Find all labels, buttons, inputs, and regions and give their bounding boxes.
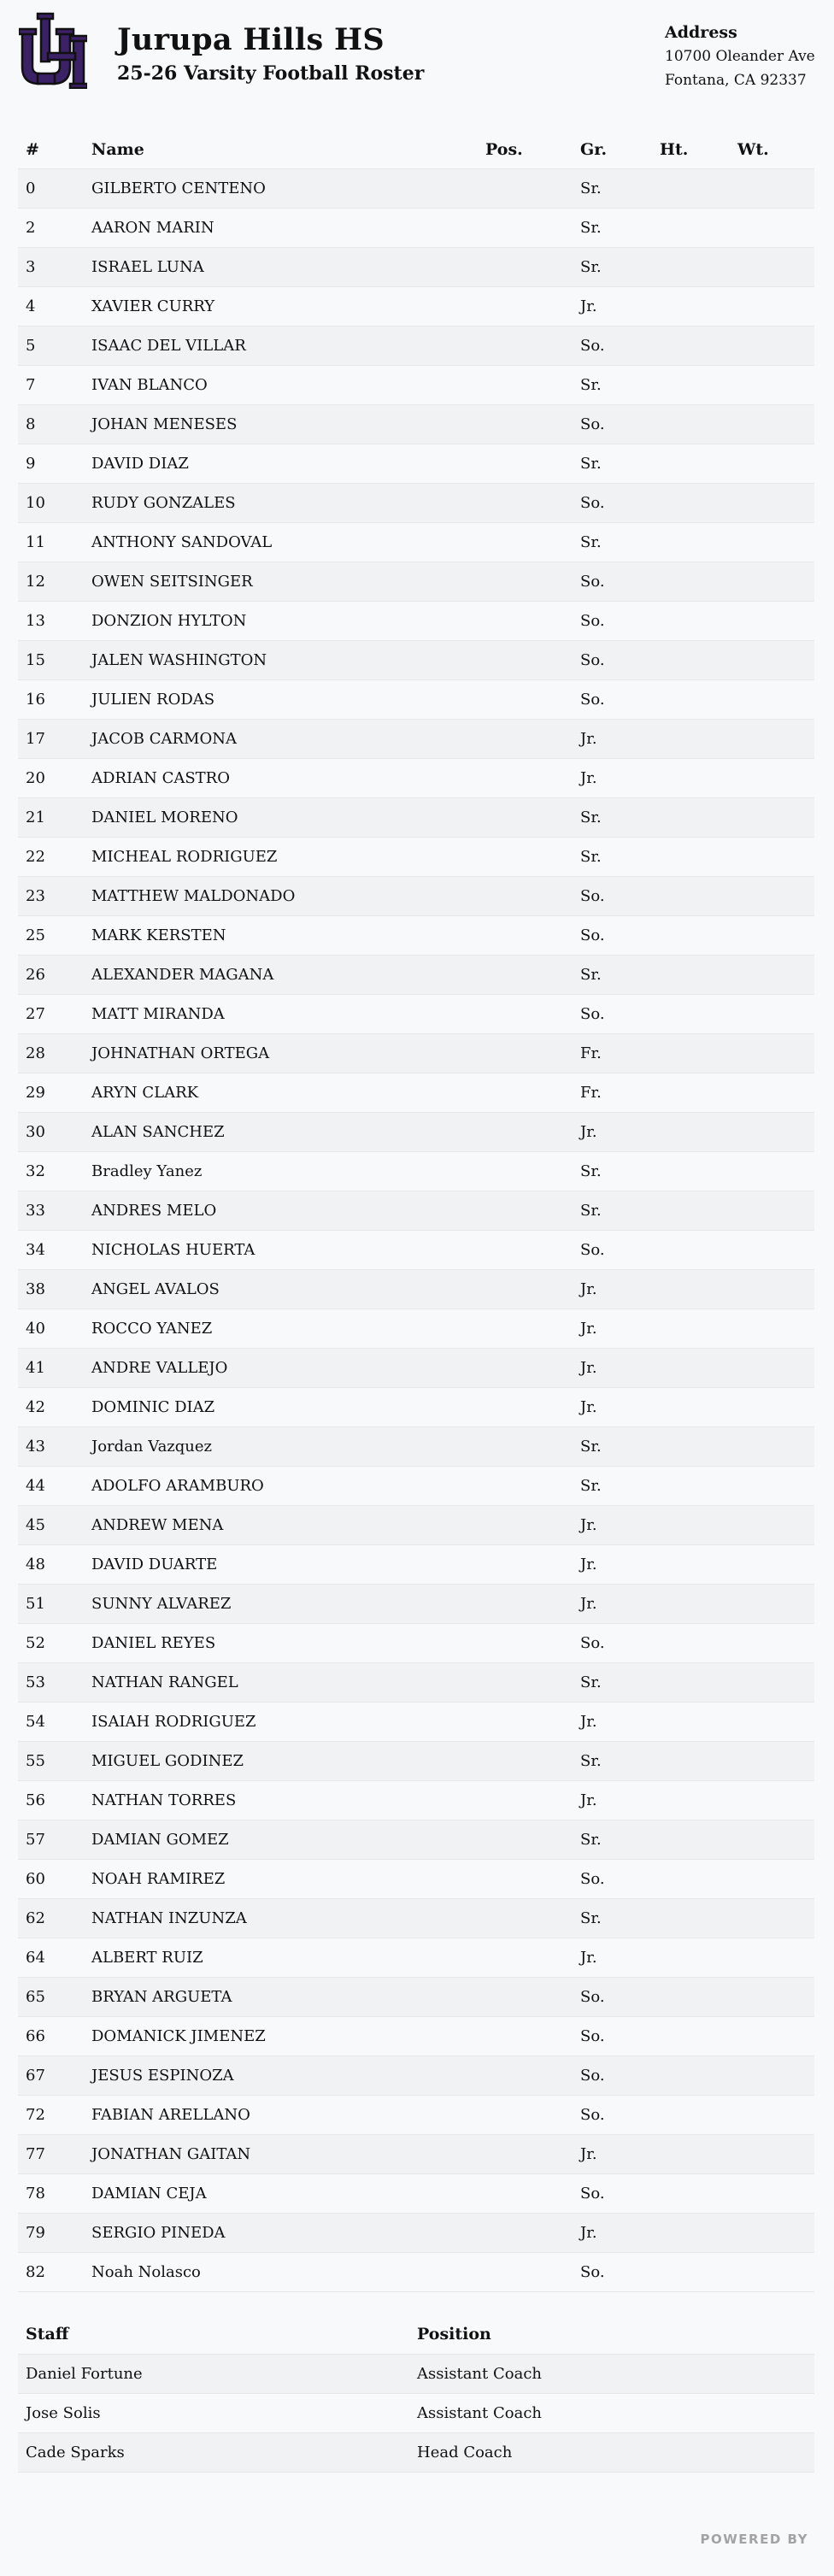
player-grade: Sr. [580,1909,602,1927]
player-name: ARYN CLARK [91,1084,199,1102]
player-name: IVAN BLANCO [91,376,208,394]
table-row [18,2017,814,2056]
player-name: JESUS ESPINOZA [91,2067,234,2085]
player-number: 23 [26,887,45,905]
player-grade: So. [580,1005,605,1023]
table-row [18,287,814,326]
player-grade: Sr. [580,1477,602,1495]
player-number: 28 [26,1044,45,1062]
player-name: ISAAC DEL VILLAR [91,337,246,355]
player-number: 32 [26,1162,45,1180]
player-name: DAVID DIAZ [91,455,189,473]
column-header-weight: Wt. [737,140,769,159]
player-grade: So. [580,2027,605,2045]
player-name: ISAIAH RODRIGUEZ [91,1713,256,1731]
player-number: 64 [26,1949,45,1967]
table-row [18,1978,814,2017]
player-name: DAMIAN GOMEZ [91,1831,229,1849]
table-row [18,798,814,838]
table-row [18,916,814,956]
player-grade: Jr. [580,1516,597,1534]
player-grade: Sr. [580,1202,602,1220]
table-row [18,1820,814,1860]
staff-name: Daniel Fortune [26,2365,143,2383]
player-name: DONZION HYLTON [91,612,247,630]
player-number: 2 [26,219,36,237]
player-name: ANDRE VALLEJO [91,1359,228,1377]
staff-name: Cade Sparks [26,2444,125,2461]
table-row [18,1113,814,1152]
staff-name: Jose Solis [26,2404,101,2422]
player-number: 67 [26,2067,45,2085]
player-number: 4 [26,297,36,315]
player-grade: So. [580,1634,605,1652]
player-name: JONATHAN GAITAN [91,2145,251,2163]
player-grade: Sr. [580,533,602,551]
player-number: 82 [26,2263,45,2281]
player-grade: So. [580,612,605,630]
staff-header-row [18,2318,814,2355]
player-name: BRYAN ARGUETA [91,1988,232,2006]
player-grade: Jr. [580,1791,597,1809]
player-name: SUNNY ALVAREZ [91,1595,232,1613]
table-row [18,2214,814,2253]
roster-title: 25-26 Varsity Football Roster [117,62,425,85]
player-grade: Sr. [580,966,602,984]
player-number: 5 [26,337,36,355]
staff-position: Head Coach [417,2444,513,2461]
player-name: NOAH RAMIREZ [91,1870,226,1888]
player-name: ANDRES MELO [91,1202,217,1220]
player-number: 54 [26,1713,45,1731]
player-number: 38 [26,1280,45,1298]
player-grade: So. [580,691,605,709]
table-row [18,1663,814,1703]
player-number: 42 [26,1398,45,1416]
player-number: 55 [26,1752,45,1770]
table-row [18,405,814,444]
player-number: 7 [26,376,36,394]
table-row [18,248,814,287]
player-grade: Jr. [580,2145,597,2163]
table-row [18,1545,814,1585]
player-name: ISRAEL LUNA [91,258,204,276]
player-number: 44 [26,1477,45,1495]
player-name: Jordan Vazquez [91,1438,213,1456]
player-name: GILBERTO CENTENO [91,179,266,197]
table-row [18,562,814,602]
table-row [18,169,814,209]
player-number: 78 [26,2185,45,2203]
player-grade: Jr. [580,1280,597,1298]
player-name: JALEN WASHINGTON [91,651,267,669]
player-grade: So. [580,1988,605,2006]
table-row [18,1388,814,1427]
player-name: NATHAN RANGEL [91,1673,238,1691]
table-row [18,1231,814,1270]
player-name: AARON MARIN [91,219,214,237]
player-number: 34 [26,1241,45,1259]
address-street: 10700 Oleander Ave [665,48,815,65]
player-number: 52 [26,1634,45,1652]
player-grade: Jr. [580,1398,597,1416]
player-name: OWEN SEITSINGER [91,573,253,591]
table-row [18,1152,814,1191]
table-row [18,759,814,798]
table-row [18,641,814,680]
player-name: JULIEN RODAS [91,691,215,709]
player-name: MATTHEW MALDONADO [91,887,296,905]
player-grade: So. [580,573,605,591]
player-name: NATHAN TORRES [91,1791,237,1809]
player-name: ALEXANDER MAGANA [91,966,274,984]
player-number: 26 [26,966,45,984]
player-number: 25 [26,926,45,944]
staff-table [18,2318,814,2473]
player-number: 20 [26,769,45,787]
address-label: Address [665,23,737,42]
player-number: 3 [26,258,36,276]
player-grade: Sr. [580,1752,602,1770]
player-name: ANGEL AVALOS [91,1280,220,1298]
player-grade: Sr. [580,219,602,237]
player-grade: Sr. [580,848,602,866]
table-row [18,366,814,405]
staff-body [18,2355,814,2473]
player-number: 79 [26,2224,45,2242]
player-grade: Jr. [580,1949,597,1967]
column-header-grade: Gr. [580,140,608,159]
table-row [18,1899,814,1938]
player-grade: So. [580,1241,605,1259]
player-grade: Jr. [580,1359,597,1377]
table-row [18,523,814,562]
player-number: 65 [26,1988,45,2006]
player-name: Noah Nolasco [91,2263,201,2281]
table-row [18,1781,814,1820]
table-row [18,1585,814,1624]
table-row [18,1860,814,1899]
table-row [18,2394,814,2433]
table-row [18,2096,814,2135]
player-number: 12 [26,573,45,591]
player-grade: Sr. [580,1831,602,1849]
player-number: 51 [26,1595,45,1613]
player-number: 60 [26,1870,45,1888]
player-name: ANDREW MENA [91,1516,224,1534]
player-grade: Jr. [580,730,597,748]
address-block [665,21,815,92]
player-number: 40 [26,1320,45,1338]
player-number: 30 [26,1123,45,1141]
player-name: NICHOLAS HUERTA [91,1241,255,1259]
column-header-number: # [26,140,39,159]
player-number: 66 [26,2027,45,2045]
column-header-height: Ht. [660,140,689,159]
table-row [18,956,814,995]
player-grade: Sr. [580,455,602,473]
table-row [18,1703,814,1742]
player-number: 48 [26,1556,45,1573]
column-header-name: Name [91,140,144,159]
player-number: 10 [26,494,45,512]
player-grade: Jr. [580,2224,597,2242]
player-number: 72 [26,2106,45,2124]
player-grade: So. [580,2185,605,2203]
table-row [18,720,814,759]
player-name: ADOLFO ARAMBURO [91,1477,264,1495]
player-name: ADRIAN CASTRO [91,769,230,787]
player-number: 8 [26,415,36,433]
player-grade: So. [580,651,605,669]
player-name: RUDY GONZALES [91,494,236,512]
player-name: ALAN SANCHEZ [91,1123,225,1141]
table-row [18,680,814,720]
player-grade: So. [580,2067,605,2085]
player-number: 22 [26,848,45,866]
player-number: 29 [26,1084,45,1102]
player-number: 56 [26,1791,45,1809]
player-grade: Jr. [580,1123,597,1141]
roster-body [18,169,814,2292]
table-row [18,995,814,1034]
player-number: 0 [26,179,36,197]
table-row [18,2355,814,2394]
player-number: 17 [26,730,45,748]
table-row [18,1624,814,1663]
table-row [18,1349,814,1388]
player-grade: Jr. [580,1320,597,1338]
player-grade: Sr. [580,809,602,826]
table-row [18,326,814,366]
player-name: MATT MIRANDA [91,1005,225,1023]
player-name: JOHNATHAN ORTEGA [91,1044,270,1062]
player-number: 21 [26,809,45,826]
table-row [18,1191,814,1231]
roster-header [0,0,834,111]
player-name: MICHEAL RODRIGUEZ [91,848,278,866]
table-row [18,1427,814,1467]
player-grade: So. [580,2263,605,2281]
player-name: DOMANICK JIMENEZ [91,2027,266,2045]
player-grade: Jr. [580,769,597,787]
column-header-staff-position: Position [417,2325,491,2344]
player-grade: So. [580,415,605,433]
player-number: 43 [26,1438,45,1456]
player-grade: So. [580,2106,605,2124]
player-grade: Fr. [580,1084,602,1102]
table-row [18,602,814,641]
column-header-position: Pos. [485,140,523,159]
column-header-staff: Staff [26,2325,69,2344]
player-number: 11 [26,533,45,551]
table-row [18,444,814,484]
player-grade: Sr. [580,1162,602,1180]
table-row [18,1506,814,1545]
table-row [18,2135,814,2174]
player-name: MIGUEL GODINEZ [91,1752,244,1770]
player-number: 9 [26,455,36,473]
roster-header-row [18,133,814,169]
player-number: 33 [26,1202,45,1220]
player-grade: So. [580,1870,605,1888]
staff-position: Assistant Coach [417,2365,542,2383]
player-name: XAVIER CURRY [91,297,215,315]
player-name: ROCCO YANEZ [91,1320,213,1338]
player-number: 45 [26,1516,45,1534]
player-number: 27 [26,1005,45,1023]
player-grade: Jr. [580,1556,597,1573]
player-name: FABIAN ARELLANO [91,2106,250,2124]
player-grade: Sr. [580,376,602,394]
player-number: 53 [26,1673,45,1691]
player-name: JACOB CARMONA [91,730,237,748]
player-name: NATHAN INZUNZA [91,1909,247,1927]
table-row [18,484,814,523]
player-grade: Jr. [580,297,597,315]
table-row [18,1034,814,1073]
player-number: 77 [26,2145,45,2163]
player-name: SERGIO PINEDA [91,2224,226,2242]
table-row [18,2056,814,2096]
table-row [18,2253,814,2292]
player-grade: Sr. [580,1673,602,1691]
table-row [18,2174,814,2214]
staff-position: Assistant Coach [417,2404,542,2422]
player-grade: So. [580,494,605,512]
table-row [18,877,814,916]
player-grade: So. [580,887,605,905]
player-name: DANIEL MORENO [91,809,238,826]
player-grade: Sr. [580,258,602,276]
player-name: Bradley Yanez [91,1162,203,1180]
table-row [18,209,814,248]
player-number: 13 [26,612,45,630]
player-name: DAVID DUARTE [91,1556,218,1573]
player-name: ALBERT RUIZ [91,1949,203,1967]
player-name: JOHAN MENESES [91,415,238,433]
player-number: 57 [26,1831,45,1849]
player-name: MARK KERSTEN [91,926,226,944]
player-number: 41 [26,1359,45,1377]
table-row [18,2433,814,2473]
player-name: ANTHONY SANDOVAL [91,533,273,551]
powered-by-footer[interactable]: POWERED BY [700,2532,808,2547]
player-grade: So. [580,337,605,355]
roster-table [18,133,814,2292]
player-name: DOMINIC DIAZ [91,1398,215,1416]
table-row [18,1938,814,1978]
player-number: 15 [26,651,45,669]
address-city: Fontana, CA 92337 [665,72,807,89]
player-number: 16 [26,691,45,709]
player-grade: So. [580,926,605,944]
player-grade: Fr. [580,1044,602,1062]
table-row [18,1742,814,1781]
player-grade: Sr. [580,1438,602,1456]
player-grade: Jr. [580,1595,597,1613]
table-row [18,838,814,877]
table-row [18,1073,814,1113]
player-number: 62 [26,1909,45,1927]
school-logo [19,12,87,89]
school-name: Jurupa Hills HS [117,22,385,57]
player-grade: Sr. [580,179,602,197]
table-row [18,1309,814,1349]
player-grade: Jr. [580,1713,597,1731]
player-name: DAMIAN CEJA [91,2185,207,2203]
player-name: DANIEL REYES [91,1634,216,1652]
table-row [18,1467,814,1506]
table-row [18,1270,814,1309]
